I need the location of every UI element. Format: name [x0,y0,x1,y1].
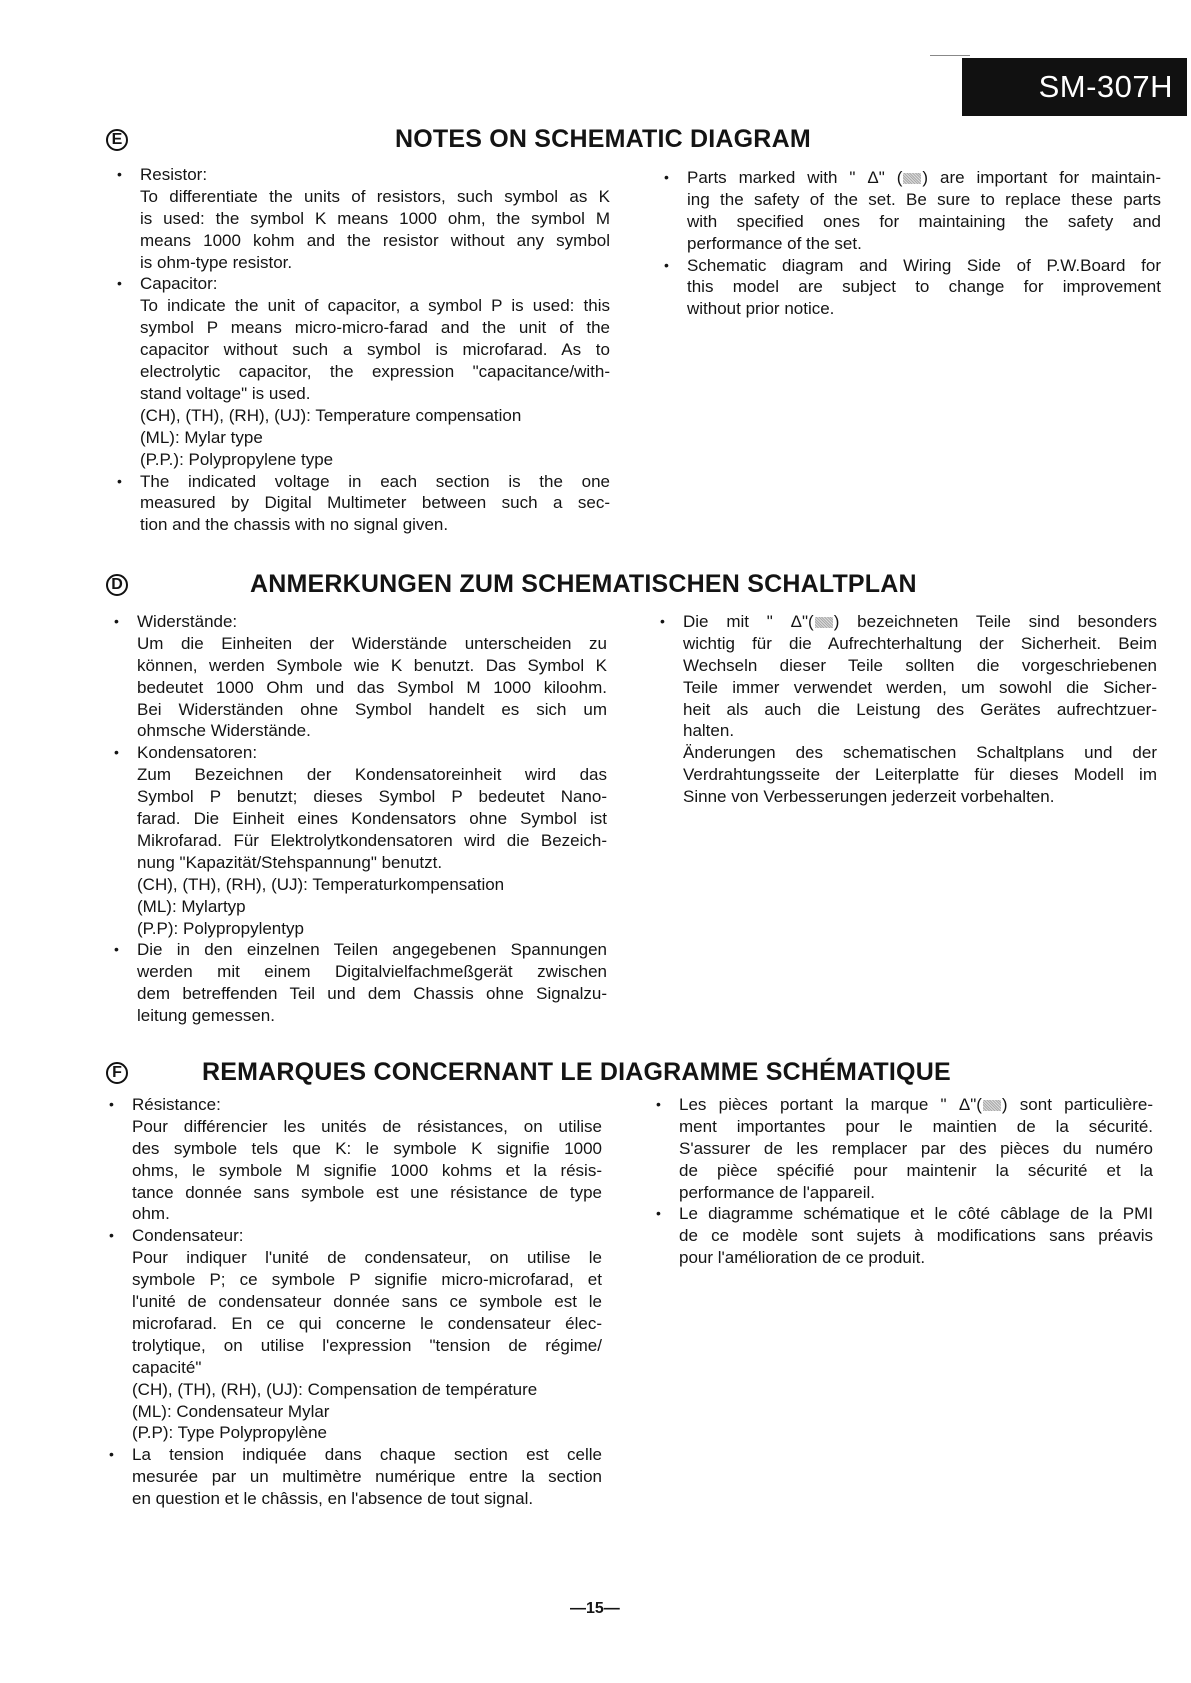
text-line: Sinne von Verbesserungen jederzeit vorbehalten. [683,787,1055,807]
text-line: (P.P): Polypropylentyp [137,918,304,938]
text-line: (ML): Condensateur Mylar [132,1401,330,1421]
text-line: en question et le châssis, en l'absence de tout signal. [132,1489,534,1509]
text-line: The indicated voltage in each section is the one [140,471,610,491]
language-marker-german [106,574,128,596]
language-letter: F [112,1064,122,1081]
text-fragment: ) bezeichneten Teile sind besonders [833,612,1157,631]
text-line: werden mit einem Digitalvielfachmeßgerät zwischen [137,962,607,982]
german-left-column [114,611,607,1027]
text-line: des symbole tels que K: le symbole K signifie 1000 [132,1138,602,1158]
text-line: means 1000 kohm and the resistor without any symbol [140,230,610,250]
text-line: Résistance: [132,1095,221,1114]
text-fragment: Die mit " Δ"( [683,612,814,631]
bullet-icon: • [660,613,665,629]
text-line: Wechseln dieser Teile sollten die vorgeschriebenen [683,655,1157,675]
text-line: microfarad. En ce qui concerne le condensateur élec- [132,1313,602,1333]
bullet-icon: • [114,613,119,629]
language-marker-english [106,129,128,151]
french-right-column [656,1094,1153,1269]
text-line: is used: the symbol K means 1000 ohm, the symbol M [140,208,610,228]
text-fragment: Parts marked with " Δ" ( [687,168,903,187]
bullet-icon: • [664,169,669,185]
text-line: wichtig für die Aufrechterhaltung der Sicherheit. Beim [683,633,1157,653]
text-line: Pour indiquer l'unité de condensateur, on utilise le [132,1248,602,1268]
text-line: bedeutet 1000 Ohm und das Symbol M 1000 kiloohm. [137,677,607,697]
english-left-column [117,164,610,536]
bullet-item [664,255,1161,321]
text-line: To indicate the unit of capacitor, a symbol P is used: this [140,296,610,316]
text-line: is ohm-type resistor. [140,252,293,272]
text-line: measured by Digital Multimeter between such a sec- [140,493,610,513]
text-line: ohmsche Widerstände. [137,721,311,741]
text-line: farad. Die Einheit eines Kondensators ohne Symbol ist [137,809,607,829]
text-line: (ML): Mylartyp [137,896,246,916]
bullet-item [114,939,607,1027]
text-line: (ML): Mylar type [140,427,263,447]
bullet-item [117,471,610,537]
text-line: Zum Bezeichnen der Kondensatoreinheit wird das [137,765,607,785]
text-line: this model are subject to change for improvement [687,277,1161,297]
text-line [683,611,1157,633]
header-rule [930,55,970,56]
text-line: with specified ones for maintaining the safety and [687,211,1161,231]
bullet-item [114,611,607,742]
text-line: Le diagramme schématique et le côté câblage de la PMI [679,1204,1153,1224]
text-line: Die in den einzelnen Teilen angegebenen Spannungen [137,940,607,960]
language-marker-french [106,1062,128,1084]
bullet-icon: • [656,1205,661,1222]
safety-shading-icon [983,1100,1001,1111]
text-line: (P.P): Type Polypropylène [132,1423,327,1443]
text-line: heit als auch die Leistung des Gerätes aufrechtzuer- [683,699,1157,719]
text-line: without prior notice. [687,299,835,319]
text-line: Condensateur: [132,1226,244,1246]
bullet-icon: • [109,1227,114,1244]
text-line [679,1094,1153,1116]
text-line: trolytique, on utilise l'expression "tension de régime/ [132,1335,602,1355]
text-line: Pour différencier les unités de résistances, on utilise [132,1116,602,1136]
bullet-icon: • [117,472,122,489]
bullet-item [117,273,610,470]
text-line: performance of the set. [687,233,862,253]
text-line: (CH), (TH), (RH), (UJ): Temperaturkompensation [137,874,505,894]
bullet-item [109,1094,602,1225]
bullet-item [664,167,1161,255]
text-line: Verdrahtungsseite der Leiterplatte für dieses Modell im [683,765,1157,785]
french-left-column [109,1094,602,1510]
text-line: To differentiate the units of resistors, such symbol as K [140,186,610,206]
text-line: (CH), (TH), (RH), (UJ): Temperature compensation [140,405,522,425]
text-line: capacitor without such a symbol is microfarad. As to [140,340,610,360]
bullet-icon: • [117,166,122,182]
text-line [687,167,1161,189]
text-fragment: Les pièces portant la marque " Δ"( [679,1095,982,1114]
safety-shading-icon [903,173,921,184]
text-line: Mikrofarad. Für Elektrolytkondensatoren wird die Bezeich- [137,830,607,850]
section-title-german: ANMERKUNGEN ZUM SCHEMATISCHEN SCHALTPLAN [250,570,917,598]
text-line: können, werden Symbole wie K benutzt. Das Symbol K [137,655,607,675]
text-line: performance de l'appareil. [679,1182,876,1202]
text-line: Schematic diagram and Wiring Side of P.W.Board for [687,255,1161,275]
text-line: Kondensatoren: [137,743,258,763]
text-line: symbole P; ce symbole P signifie micro-microfarad, et [132,1270,602,1290]
section-title-french: REMARQUES CONCERNANT LE DIAGRAMME SCHÉMATIQUE [202,1058,951,1086]
model-number: SM-307H [1038,69,1173,104]
text-line: electrolytic capacitor, the expression "capacitance/with- [140,362,610,382]
bullet-icon: • [117,275,122,292]
bullet-icon: • [109,1096,114,1112]
text-fragment: ) are important for maintain- [922,168,1161,187]
text-line: mesurée par un multimètre numérique entre la section [132,1467,602,1487]
text-line: ing the safety of the set. Be sure to replace these parts [687,189,1161,209]
text-line: nung "Kapazität/Stehspannung" benutzt. [137,852,443,872]
text-line: Capacitor: [140,274,218,294]
model-number-badge [962,58,1187,116]
section-title-english: NOTES ON SCHEMATIC DIAGRAM [395,125,811,153]
german-right-column [660,611,1157,808]
text-line: ohm. [132,1204,170,1224]
bullet-icon: • [114,941,119,958]
text-line: La tension indiquée dans chaque section est celle [132,1445,602,1465]
text-line: Bei Widerständen ohne Symbol handelt es sich um [137,699,607,719]
text-line: tion and the chassis with no signal given. [140,515,449,535]
page-number: —15— [570,1600,620,1617]
text-line: ment importantes pour le maintien de la sécurité. [679,1116,1153,1136]
text-line: l'unité de condensateur donnée sans ce symbole est le [132,1292,602,1312]
bullet-icon: • [114,744,119,761]
bullet-item [656,1094,1153,1203]
text-line: pour l'amélioration de ce produit. [679,1248,926,1268]
text-line: Teile immer verwendet werden, um sowohl die Sicher- [683,677,1157,697]
text-line: tance donnée sans symbole est une résistance de type [132,1182,602,1202]
text-line: de pièce spécifié pour maintenir la sécurité et la [679,1160,1153,1180]
text-line: Symbol P benutzt; dieses Symbol P bedeutet Nano- [137,787,607,807]
bullet-item [660,611,1157,808]
text-line: stand voltage" is used. [140,383,311,403]
text-line: Änderungen des schematischen Schaltplans und der [683,743,1157,763]
bullet-item [109,1225,602,1444]
bullet-item [117,164,610,273]
bullet-icon: • [664,256,669,273]
text-fragment: ) sont particulière- [1001,1095,1153,1114]
bullet-icon: • [109,1446,114,1463]
text-line: dem betreffenden Teil und dem Chassis ohne Signalzu- [137,984,607,1004]
bullet-item [656,1203,1153,1269]
english-right-column [664,167,1161,320]
language-letter: E [111,131,123,148]
text-line: Um die Einheiten der Widerstände unterscheiden zu [137,633,607,653]
text-line: Resistor: [140,165,208,184]
language-letter: D [111,576,123,593]
bullet-icon: • [656,1096,661,1112]
text-line: capacité" [132,1357,202,1377]
text-line: (P.P.): Polypropylene type [140,449,334,469]
text-line: symbol P means micro-micro-farad and the unit of the [140,318,610,338]
text-line: halten. [683,721,735,741]
safety-shading-icon [815,617,833,628]
text-line: Widerstände: [137,612,238,631]
bullet-item [109,1444,602,1510]
text-line: de ce modèle sont sujets à modifications sans préavis [679,1226,1153,1246]
text-line: leitung gemessen. [137,1006,275,1026]
bullet-item [114,742,607,939]
text-line: S'assurer de les remplacer par des pièces du numéro [679,1138,1153,1158]
text-line: ohms, le symbole M signifie 1000 kohms et la résis- [132,1160,602,1180]
text-line: (CH), (TH), (RH), (UJ): Compensation de température [132,1379,538,1399]
